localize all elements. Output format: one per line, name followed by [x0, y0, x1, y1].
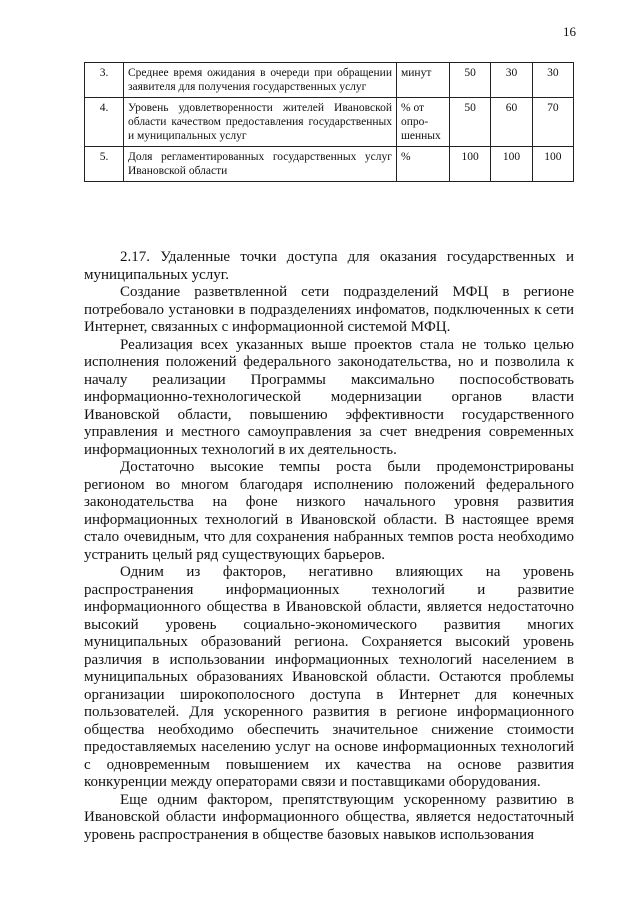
value-cell: 60 — [491, 98, 532, 147]
row-number: 3. — [85, 63, 124, 98]
value-cell: 100 — [491, 147, 532, 182]
indicator-name: Среднее время ожидания в очереди при обращении заявителя для получения государственных услуг — [124, 63, 397, 98]
paragraph: Еще одним фактором, препятствующим ускоренному развитию в Ивановской области информационного общества, является недостаточный уровень распространения в обществе базовых навыков использования — [84, 791, 574, 843]
paragraph: Создание разветвленной сети подразделений МФЦ в регионе потребовало установки в подразделениях инфоматов, подключенных к сети Интернет, связанных с информационной системой МФЦ. — [84, 284, 574, 335]
indicator-name: Уровень удовлетворенности жителей Ивановской области качеством предоставления государственных и муниципальных услуг — [124, 98, 397, 147]
unit-cell: минут — [397, 63, 450, 98]
value-cell: 30 — [532, 63, 573, 98]
paragraph: Достаточно высокие темпы роста были продемонстрированы регионом во многом благодаря исполнению положений федерального законодательства на фоне низкого начального уровня развития информационных технологий в Ивановской области. В настоящее время стало очевидным, что для сохранения набранных темпов роста необходимо устранить целый ряд существующих барьеров. — [84, 459, 574, 563]
value-cell: 70 — [532, 98, 573, 147]
indicator-name: Доля регламентированных государственных услуг Ивановской области — [124, 147, 397, 182]
table-row — [85, 147, 574, 182]
page-number: 16 — [563, 24, 576, 39]
value-cell: 100 — [450, 147, 491, 182]
table-row — [85, 63, 574, 98]
value-cell: 50 — [450, 98, 491, 147]
paragraph: Одним из факторов, негативно влияющих на уровень распространения информационных технологий и развитие информационного общества в Ивановской области, является недостаточно высокий уровень социально-экономического развития многих муниципальных образований региона. Сохраняется высокий уровень различия в использовании информационных технологий населением в муниципальных образованиях Ивановской области. Остаются проблемы организации широкополосного доступа в Интернет для конечных пользователей. Для ускоренного развития в регионе информационного общества необходимо обеспечить значительное снижение стоимости предоставляемых населению услуг на основе информационных технологий с одновременным повышением их качества на основе развития конкуренции между операторами связи и поставщиками оборудования. — [84, 564, 574, 790]
row-number: 4. — [85, 98, 124, 147]
value-cell: 50 — [450, 63, 491, 98]
value-cell: 100 — [532, 147, 573, 182]
body-text — [84, 249, 574, 844]
indicators-table — [84, 62, 574, 182]
section-heading: 2.17. Удаленные точки доступа для оказания государственных и муниципальных услуг. — [84, 249, 574, 283]
unit-cell: % — [397, 147, 450, 182]
table-row — [85, 98, 574, 147]
unit-cell: % от опрошенных — [397, 98, 450, 147]
value-cell: 30 — [491, 63, 532, 98]
row-number: 5. — [85, 147, 124, 182]
paragraph: Реализация всех указанных выше проектов стала не только целью исполнения положений федерального законодательства, но и позволила к началу реализации Программы максимально поспособствовать информационно-технологической модернизации органов власти Ивановской области, повышению эффективности государственного управления и местного самоуправления за счет внедрения современных информационных технологий в их деятельность. — [84, 336, 574, 458]
